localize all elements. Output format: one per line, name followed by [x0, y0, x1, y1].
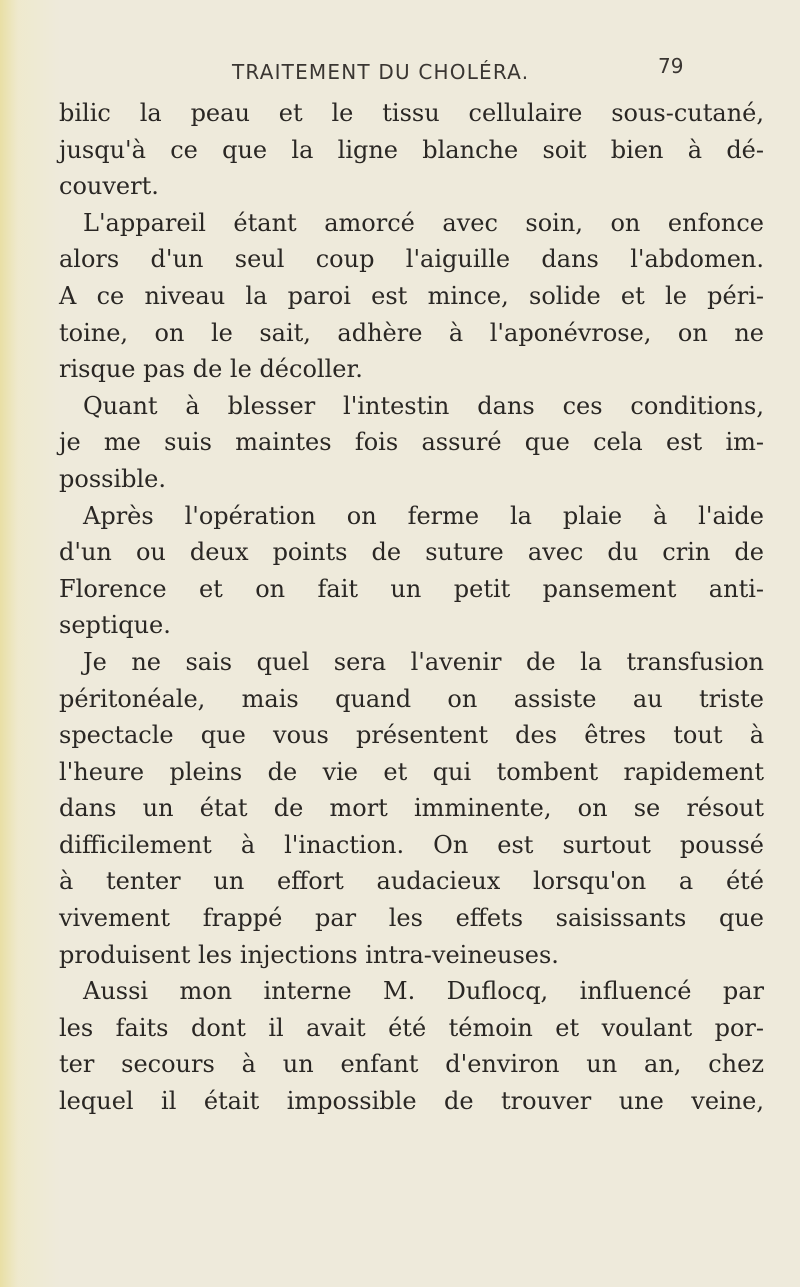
running-header [232, 54, 684, 94]
text-line: vivement frappé par les effets saisissants que [59, 904, 764, 933]
text-line: bilic la peau et le tissu cellulaire sous-cutané, [59, 99, 764, 127]
text-line: lequel il était impossible de trouver une veine, [59, 1087, 764, 1116]
text-line: risque pas de le décoller. [59, 355, 363, 384]
page-number: 79 [658, 54, 684, 78]
text-line: Après l'opération on ferme la plaie à l'aide [83, 501, 764, 530]
text-line: septique. [59, 611, 171, 640]
text-line: toine, on le sait, adhère à l'aponévrose, on ne [59, 318, 764, 347]
text-line: couvert. [59, 172, 159, 201]
text-line: A ce niveau la paroi est mince, solide et le péri- [59, 281, 764, 310]
text-line: alors d'un seul coup l'aiguille dans l'abdomen. [59, 245, 764, 274]
text-line: Quant à blesser l'intestin dans ces conditions, [83, 391, 764, 420]
text-line: les faits dont il avait été témoin et voulant por- [59, 1013, 764, 1042]
body-text [59, 95, 764, 1120]
text-line: d'un ou deux points de suture avec du crin de [59, 538, 764, 567]
text-line: ter secours à un enfant d'environ un an, chez [59, 1050, 764, 1079]
text-line: difficilement à l'inaction. On est surtout poussé [59, 830, 764, 859]
text-line: possible. [59, 464, 166, 493]
text-line: jusqu'à ce que la ligne blanche soit bien à dé- [59, 135, 764, 164]
text-line: l'heure pleins de vie et qui tombent rapidement [59, 757, 764, 786]
text-line: péritonéale, mais quand on assiste au triste [59, 684, 764, 713]
text-line: Florence et on fait un petit pansement anti- [59, 574, 764, 603]
text-line: L'appareil étant amorcé avec soin, on enfonce [83, 208, 764, 237]
text-line: spectacle que vous présentent des êtres tout à [59, 721, 764, 750]
text-line: dans un état de mort imminente, on se résout [59, 794, 764, 823]
text-line: Aussi mon interne M. Duflocq, influencé par [83, 977, 764, 1006]
text-line: je me suis maintes fois assuré que cela est im- [59, 428, 764, 457]
text-line: Je ne sais quel sera l'avenir de la transfusion [83, 647, 764, 676]
text-line: à tenter un effort audacieux lorsqu'on a été [59, 867, 764, 896]
running-title: TRAITEMENT DU CHOLÉRA. [232, 60, 530, 84]
text-line: produisent les injections intra-veineuses. [59, 940, 559, 969]
